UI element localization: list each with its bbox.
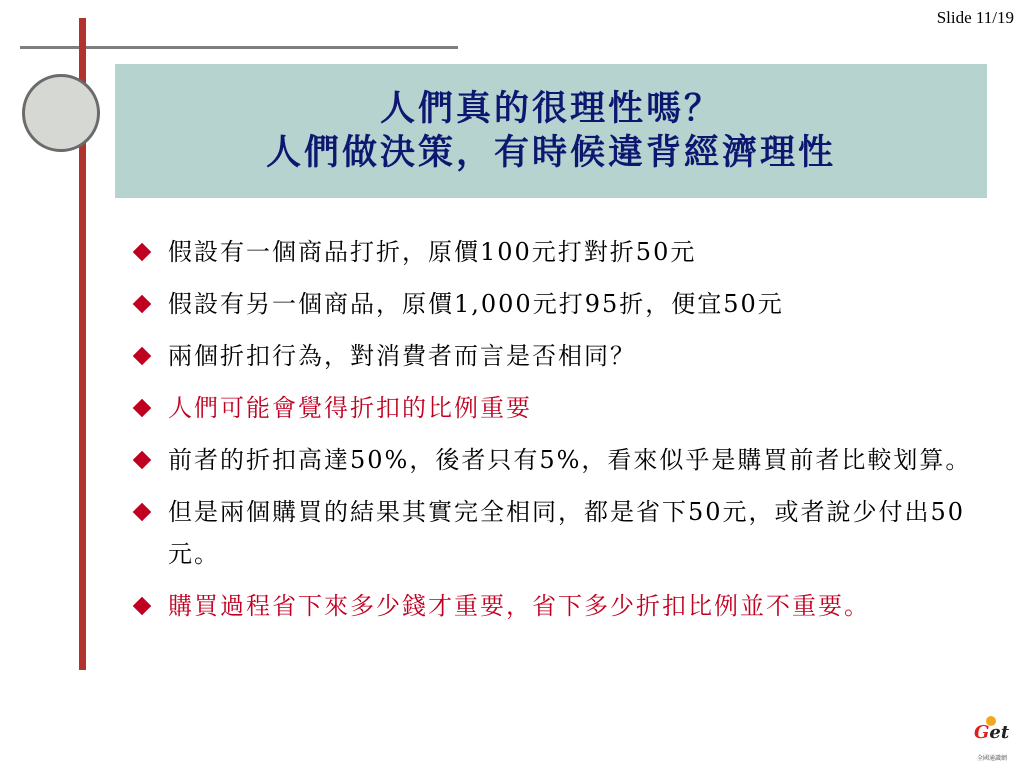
bullet-text: 兩個折扣行為，對消費者而言是否相同？ <box>168 342 636 370</box>
bullet-item-3 <box>130 335 980 377</box>
diamond-bullet-icon <box>133 295 152 314</box>
bullet-item-2 <box>130 283 980 325</box>
diamond-bullet-icon <box>133 243 152 262</box>
title-line-2: 人們做決策，有時候違背經濟理性 <box>265 133 836 173</box>
diamond-bullet-icon <box>133 399 152 418</box>
bullet-text: 人們可能會覺得折扣的比例重要 <box>168 394 532 422</box>
diamond-bullet-icon <box>133 503 152 522</box>
bullet-text: 假設有另一個商品，原價1,000元打95折，便宜50元 <box>168 290 784 318</box>
slide-number: Slide 11/19 <box>936 8 1014 27</box>
bullet-item-1 <box>130 231 980 273</box>
bullet-list <box>130 231 980 627</box>
circle-ornament-icon <box>22 74 100 152</box>
logo-mark-main: G <box>974 722 990 743</box>
title-line-1: 人們真的很理性嗎？ <box>379 89 722 129</box>
bullet-text: 假設有一個商品打折，原價100元打對折50元 <box>168 238 697 266</box>
bullet-item-4 <box>130 387 980 429</box>
diamond-bullet-icon <box>133 451 152 470</box>
bullet-item-5 <box>130 439 980 481</box>
bullet-item-6 <box>130 491 980 575</box>
logo-caption: 全國通識網 <box>976 755 1007 762</box>
title-box <box>115 64 987 198</box>
bullet-item-7 <box>130 585 980 627</box>
bullet-text: 前者的折扣高達50%，後者只有5%，看來似乎是購買前者比較划算。 <box>168 446 972 474</box>
get-logo <box>966 716 1018 764</box>
bullet-text: 購買過程省下來多少錢才重要，省下多少折扣比例並不重要。 <box>168 592 870 620</box>
bullet-text: 但是兩個購買的結果其實完全相同，都是省下50元，或者說少付出50元。 <box>168 498 966 568</box>
diamond-bullet-icon <box>133 597 152 616</box>
logo-mark <box>974 722 1009 743</box>
diamond-bullet-icon <box>133 347 152 366</box>
logo-mark-rest: et <box>989 722 1010 743</box>
